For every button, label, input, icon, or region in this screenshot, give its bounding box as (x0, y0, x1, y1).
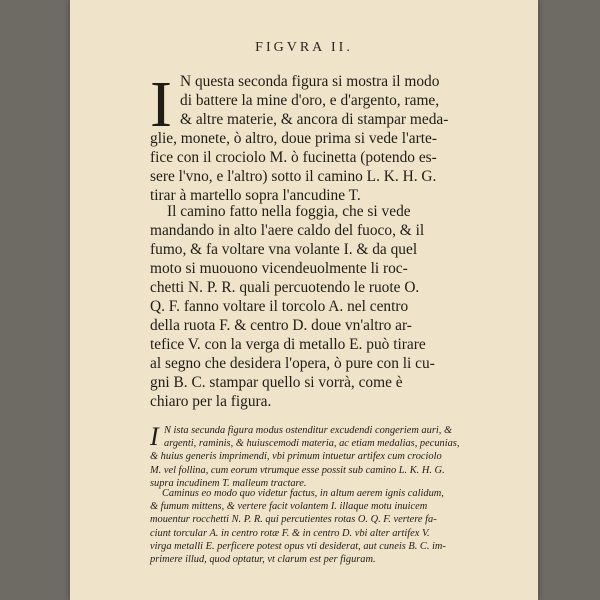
text-line: supra incudinem T. malleum tractare. (150, 477, 307, 489)
text-line: sere l'vno, e l'altro) sotto il camino L. K. H. G. (150, 168, 437, 185)
text-line: tirar à martello sopra l'ancudine T. (150, 187, 361, 204)
text-line: glie, monete, ò altro, doue prima si vede l'arte- (150, 130, 437, 147)
text-line: di battere la mine d'oro, e d'argento, rame, (180, 92, 440, 109)
drop-cap: I (150, 68, 172, 141)
text-line: tefice V. con la verga di metallo E. può tirare (150, 336, 426, 353)
text-line: primere illud, quod optatur, vt clarum est per figuram. (150, 553, 376, 565)
text-line: chiaro per la figura. (150, 393, 272, 410)
text-line: moto si muouono vicendeuolmente li roc- (150, 260, 408, 277)
text-line: & fumum mittens, & vertere facit volantem I. illaque motu inuicem (150, 501, 428, 513)
text-line: Il camino fatto nella foggia, che si vede (167, 203, 411, 220)
text-line: mouentur rocchetti N. P. R. qui percutientes rotas O. Q. F. vertere fa- (150, 514, 437, 526)
text-line: Q. F. fanno voltare il torcolo A. nel centro (150, 298, 409, 315)
text-line: N ista secunda figura modus ostenditur excudendi congeriem auri, & (164, 425, 453, 436)
text-line: mandando in alto l'aere caldo del fuoco, & il (150, 222, 425, 239)
text-line: chetti N. P. R. quali percuotendo le ruote O. (150, 279, 420, 296)
text-line: ciunt torcular A. in centro rotæ F. & in centro D. vbi alter artifex V. (150, 527, 430, 539)
text-line: al segno che desidera l'opera, ò pure con li cu- (150, 355, 435, 372)
text-line: & huius generis imprimendi, vbi primum intuetur artifex cum crociolo (150, 451, 442, 463)
text-line: virga metalli E. perficere potest opus vti desiderat, aut cuneis B. C. im- (150, 540, 446, 552)
text-line: M. vel follina, cum eorum vtrumque esse possit sub camino L. K. H. G. (150, 464, 445, 476)
text-line: N questa seconda figura si mostra il modo (180, 73, 440, 90)
text-line: fice con il crociolo M. ò fucinetta (potendo es- (150, 149, 437, 166)
italian-paragraph-2 (150, 202, 530, 411)
text-line: & altre materie, & ancora di stampar meda- (180, 111, 449, 128)
text-line: Caminus eo modo quo videtur factus, in altum aerem ignis calidum, (162, 488, 444, 499)
text-line: argenti, raminis, & huiuscemodi materia, ac etiam medalias, pecunias, (164, 438, 460, 450)
latin-paragraph-1 (150, 424, 534, 490)
text-line: fumo, & fa voltare vna volante I. & da quel (150, 241, 418, 258)
book-page (70, 0, 538, 600)
italian-paragraph-1 (150, 68, 530, 205)
latin-paragraph-2 (150, 487, 534, 566)
text-line: gni B. C. stampar quello si vorrà, come è (150, 374, 403, 391)
text-line: della ruota F. & centro D. doue vn'altro ar- (150, 317, 412, 334)
page-title: FIGVRA II. (255, 40, 353, 55)
drop-cap: I (150, 422, 159, 451)
